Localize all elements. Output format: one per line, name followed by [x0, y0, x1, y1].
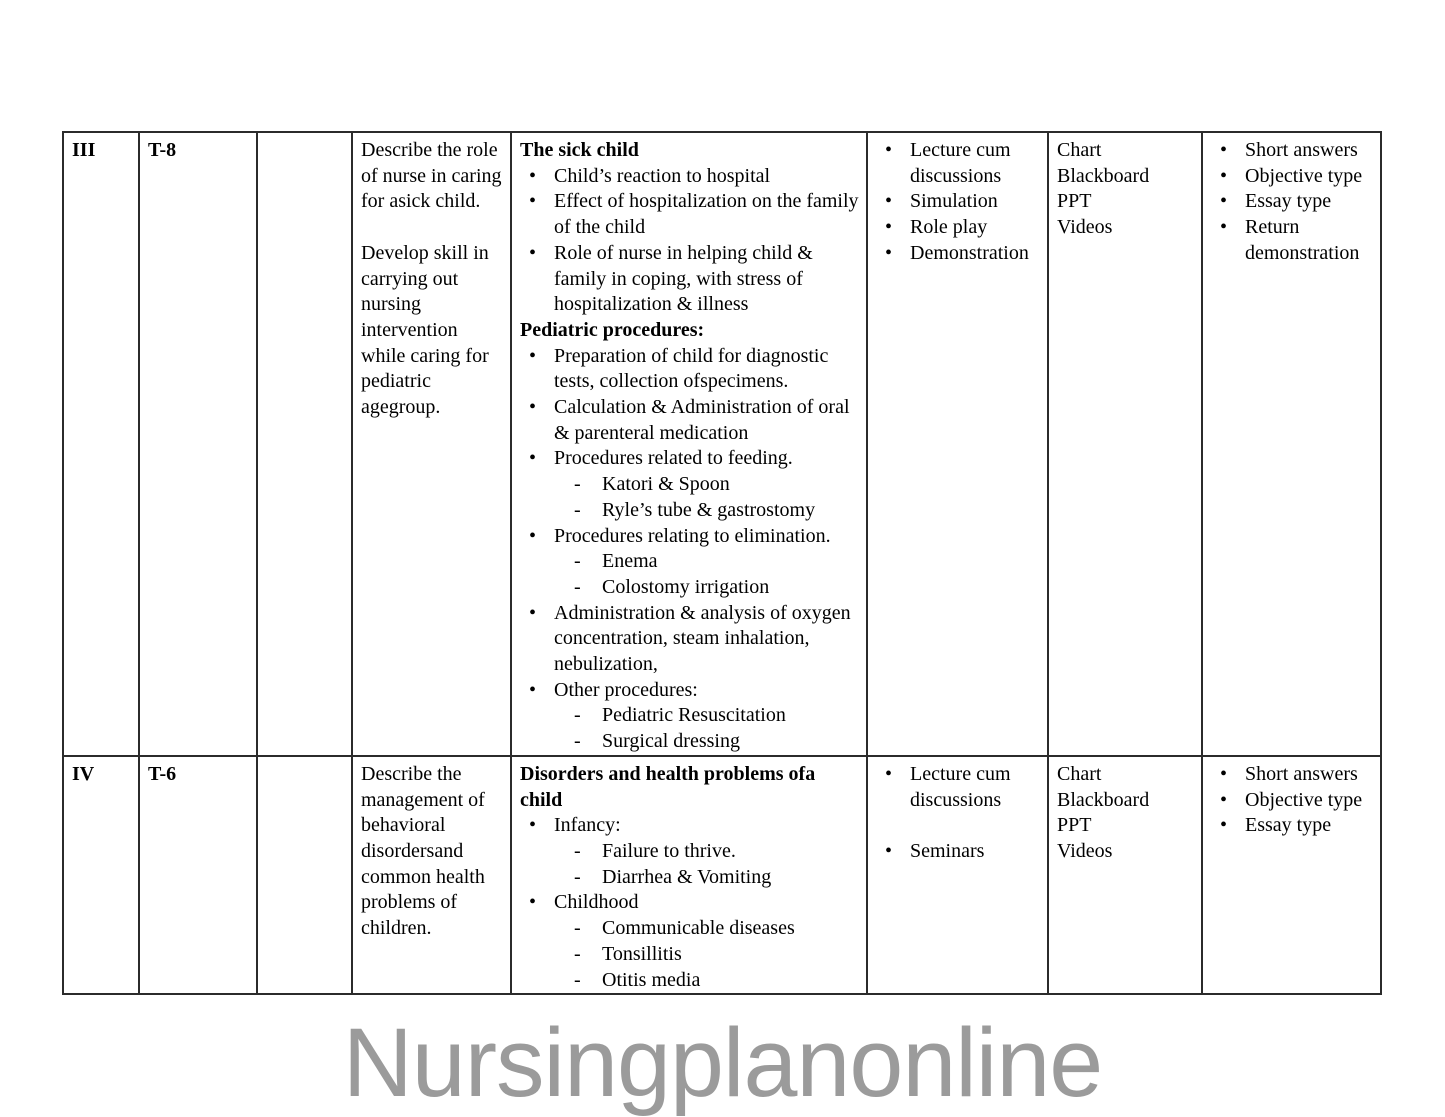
unit-cell	[63, 756, 139, 994]
item-text: Failure to thrive.	[602, 839, 736, 862]
bullet-item	[876, 189, 1041, 215]
assessment-cell	[1202, 756, 1381, 994]
item-text: Role play	[910, 216, 988, 239]
text-line: Videos	[1057, 839, 1113, 862]
dash-marker: -	[574, 942, 581, 965]
bullet-marker: •	[529, 447, 537, 470]
item-text: Diarrhea & Vomiting	[602, 865, 772, 888]
bullet-marker: •	[885, 840, 893, 863]
dash-item	[572, 729, 860, 755]
bullet-marker: •	[529, 814, 537, 837]
dash-item	[572, 942, 860, 968]
unit-label: IV	[72, 762, 95, 785]
item-text: Pediatric Resuscitation	[602, 704, 786, 727]
dash-marker: -	[574, 839, 581, 862]
bullet-item	[876, 762, 1041, 813]
content-heading: Disorders and health problems ofa child	[520, 762, 816, 811]
table-row-unit-4	[63, 756, 1381, 994]
item-text: Procedures related to feeding.	[554, 447, 793, 470]
watermark-text: Nursingplanonline	[342, 1008, 1103, 1117]
bullet-item	[520, 344, 860, 395]
item-text: Objective type	[1245, 788, 1363, 811]
bullet-marker: •	[885, 241, 893, 264]
text-line: PPT	[1057, 190, 1092, 213]
item-text: Essay type	[1245, 190, 1332, 213]
bullet-marker: •	[1220, 164, 1228, 187]
bullet-item	[1211, 164, 1374, 190]
bullet-item	[520, 813, 860, 839]
bullet-item	[1211, 189, 1374, 215]
item-text: Objective type	[1245, 164, 1363, 187]
content-cell	[511, 756, 867, 994]
item-text: Other procedures:	[554, 678, 698, 701]
item-text: Seminars	[910, 840, 985, 863]
bullet-marker: •	[1220, 762, 1228, 785]
bullet-item	[520, 446, 860, 472]
item-text: Administration & analysis of oxygen concentration, steam inhalation, nebulization,	[554, 601, 851, 676]
bullet-marker: •	[1220, 788, 1228, 811]
bullet-item	[520, 395, 860, 446]
item-text: Essay type	[1245, 814, 1332, 837]
bullet-item	[520, 524, 860, 550]
text-line: Chart	[1057, 762, 1102, 785]
item-text: Effect of hospitalization on the family of the child	[554, 190, 859, 239]
bullet-marker: •	[529, 241, 537, 264]
dash-marker: -	[574, 730, 581, 753]
bullet-marker: •	[1220, 814, 1228, 837]
item-text: Lecture cum discussions	[910, 762, 1011, 811]
bullet-item	[520, 601, 860, 678]
unit-cell	[63, 132, 139, 756]
item-text: Tonsillitis	[602, 942, 682, 965]
table-row-unit-3	[63, 132, 1381, 756]
item-text: Otitis media	[602, 968, 701, 991]
content-cell	[511, 132, 867, 756]
item-text: Colostomy irrigation	[602, 575, 770, 598]
content-heading: Pediatric procedures:	[520, 318, 705, 341]
bullet-marker: •	[885, 190, 893, 213]
bullet-item	[520, 241, 860, 318]
dash-item	[572, 916, 860, 942]
item-text: Short answers	[1245, 762, 1358, 785]
bullet-item	[876, 241, 1041, 267]
bullet-marker: •	[529, 891, 537, 914]
hours-cell	[139, 756, 257, 994]
unit-label: III	[72, 139, 96, 161]
item-text: Surgical dressing	[602, 730, 740, 753]
dash-item	[572, 549, 860, 575]
bullet-item	[520, 678, 860, 704]
bullet-item	[876, 839, 1041, 865]
objectives-cell	[352, 756, 511, 994]
item-text: Katori & Spoon	[602, 473, 730, 496]
dash-item	[572, 865, 860, 891]
bullet-marker: •	[529, 164, 537, 187]
bullet-item	[1211, 788, 1374, 814]
bullet-item	[1211, 813, 1374, 839]
bullet-marker: •	[529, 396, 537, 419]
paragraph: Develop skill in carrying out nursing intervention while caring for pediatric agegroup.	[361, 241, 489, 419]
text-line: Videos	[1057, 216, 1113, 239]
dash-item	[572, 575, 860, 601]
lesson-plan-table	[62, 131, 1382, 995]
item-text: Procedures relating to elimination.	[554, 524, 831, 547]
text-line: Blackboard	[1057, 164, 1150, 187]
text-line: Chart	[1057, 139, 1102, 161]
av-aids-cell	[1048, 132, 1202, 756]
item-text: Demonstration	[910, 241, 1029, 264]
dash-marker: -	[574, 575, 581, 598]
dash-marker: -	[574, 473, 581, 496]
bullet-marker: •	[885, 139, 893, 161]
dash-marker: -	[574, 968, 581, 991]
item-text: Ryle’s tube & gastrostomy	[602, 498, 816, 521]
item-text: Enema	[602, 550, 658, 573]
dash-item	[572, 839, 860, 865]
empty-cell	[257, 756, 352, 994]
bullet-marker: •	[885, 216, 893, 239]
bullet-item	[876, 138, 1041, 189]
av-aids-cell	[1048, 756, 1202, 994]
dash-marker: -	[574, 704, 581, 727]
text-line: PPT	[1057, 814, 1092, 837]
dash-item	[572, 498, 860, 524]
hours-label: T-8	[148, 139, 177, 161]
bullet-marker: •	[529, 601, 537, 624]
bullet-item	[876, 215, 1041, 241]
item-text: Short answers	[1245, 139, 1358, 161]
bullet-item	[520, 164, 860, 190]
teaching-methods-cell	[867, 756, 1048, 994]
bullet-marker: •	[1220, 139, 1228, 161]
dash-marker: -	[574, 550, 581, 573]
item-text: Role of nurse in helping child & family in coping, with stress of hospitalization & illness	[554, 241, 813, 316]
bullet-marker: •	[1220, 190, 1228, 213]
bullet-item	[1211, 215, 1374, 266]
bullet-marker: •	[529, 190, 537, 213]
bullet-marker: •	[529, 524, 537, 547]
assessment-cell	[1202, 132, 1381, 756]
bullet-marker: •	[1220, 216, 1228, 239]
bullet-item	[1211, 138, 1374, 164]
teaching-methods-cell	[867, 132, 1048, 756]
bullet-marker: •	[529, 678, 537, 701]
item-text: Child’s reaction to hospital	[554, 164, 771, 187]
bullet-item	[1211, 762, 1374, 788]
item-text: Infancy:	[554, 814, 621, 837]
text-line: Blackboard	[1057, 788, 1150, 811]
hours-cell	[139, 132, 257, 756]
content-heading: The sick child	[520, 139, 639, 161]
objectives-cell	[352, 132, 511, 756]
lesson-plan-table-wrap	[62, 131, 1382, 995]
dash-item	[572, 703, 860, 729]
item-text: Childhood	[554, 891, 639, 914]
item-text: Simulation	[910, 190, 998, 213]
dash-marker: -	[574, 917, 581, 940]
item-text: Lecture cum discussions	[910, 139, 1011, 187]
bullet-item	[520, 890, 860, 916]
paragraph: Describe the role of nurse in caring for asick child.	[361, 139, 502, 213]
item-text: Preparation of child for diagnostic tests, collection ofspecimens.	[554, 344, 829, 393]
dash-marker: -	[574, 865, 581, 888]
dash-item	[572, 472, 860, 498]
item-text: Return demonstration	[1245, 216, 1360, 264]
paragraph: Describe the management of behavioral disordersand common health problems of children.	[361, 762, 485, 940]
item-text: Communicable diseases	[602, 917, 795, 940]
bullet-item	[520, 189, 860, 240]
bullet-marker: •	[885, 762, 893, 785]
item-text: Calculation & Administration of oral & parenteral medication	[554, 396, 850, 444]
bullet-marker: •	[529, 344, 537, 367]
empty-cell	[257, 132, 352, 756]
dash-item	[572, 968, 860, 994]
dash-marker: -	[574, 498, 581, 521]
hours-label: T-6	[148, 762, 177, 785]
